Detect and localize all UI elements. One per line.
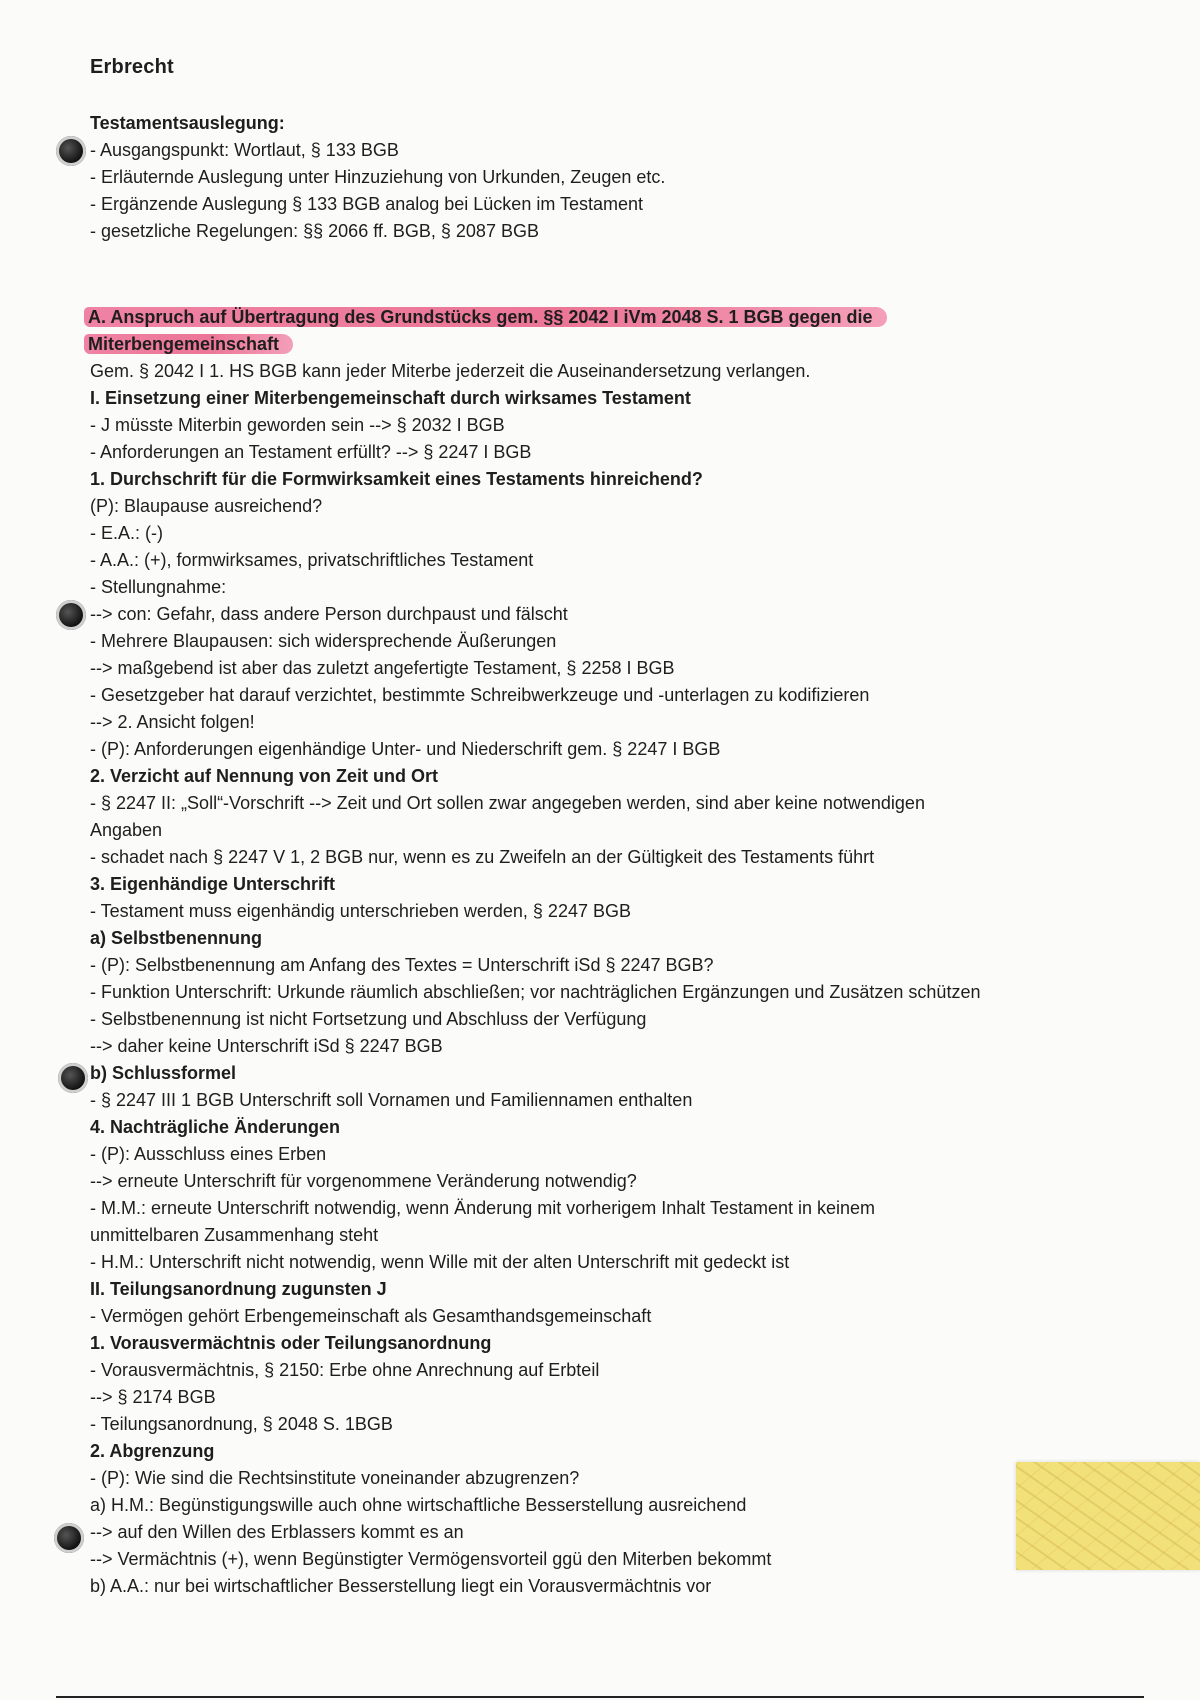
text-line: --> con: Gefahr, dass andere Person durchpaust und fälscht <box>90 604 568 624</box>
claim-body <box>90 358 980 1600</box>
text-line: - § 2247 II: „Soll“-Vorschrift --> Zeit und Ort sollen zwar angegeben werden, sind aber keine notwendigen <box>90 793 925 813</box>
claim-section <box>90 304 980 1600</box>
text-line: - Stellungnahme: <box>90 577 227 597</box>
text-line: - Testament muss eigenhändig unterschrieben werden, § 2247 BGB <box>90 901 631 921</box>
claim-heading-line1: A. Anspruch auf Übertragung des Grundstücks gem. §§ 2042 I iVm 2048 S. 1 BGB gegen die <box>84 307 887 327</box>
text-line: --> Vermächtnis (+), wenn Begünstigter Vermögensvorteil ggü den Miterben bekommt <box>90 1549 772 1569</box>
text-line: - Funktion Unterschrift: Urkunde räumlich abschließen; vor nachträglichen Ergänzungen und Zusätzen schützen <box>90 982 981 1002</box>
claim-heading-line2: Miterbengemeinschaft <box>84 334 293 354</box>
sticky-note <box>1016 1462 1200 1570</box>
interpretation-item: - Erläuternde Auslegung unter Hinzuziehung von Urkunden, Zeugen etc. <box>90 167 666 187</box>
text-line: - § 2247 III 1 BGB Unterschrift soll Vornamen und Familiennamen enthalten <box>90 1090 693 1110</box>
text-line: - J müsste Miterbin geworden sein --> § 2032 I BGB <box>90 415 505 435</box>
text-line: - (P): Wie sind die Rechtsinstitute voneinander abzugrenzen? <box>90 1468 580 1488</box>
section-heading: I. Einsetzung einer Miterbengemeinschaft durch wirksames Testament <box>90 388 691 408</box>
interpretation-section <box>90 110 665 245</box>
text-line: - schadet nach § 2247 V 1, 2 BGB nur, wenn es zu Zweifeln an der Gültigkeit des Testaments führt <box>90 847 875 867</box>
interpretation-item: - gesetzliche Regelungen: §§ 2066 ff. BGB, § 2087 BGB <box>90 221 539 241</box>
text-line: - Vermögen gehört Erbengemeinschaft als Gesamthandsgemeinschaft <box>90 1306 652 1326</box>
bottom-rule <box>56 1696 1144 1698</box>
punch-hole-icon <box>58 1063 88 1093</box>
section-heading: b) Schlussformel <box>90 1063 237 1083</box>
interpretation-item: - Ausgangspunkt: Wortlaut, § 133 BGB <box>90 140 399 160</box>
section-heading: 3. Eigenhändige Unterschrift <box>90 874 336 894</box>
text-line: - E.A.: (-) <box>90 523 163 543</box>
text-line: a) H.M.: Begünstigungswille auch ohne wirtschaftliche Besserstellung ausreichend <box>90 1495 747 1515</box>
text-line: - Selbstbenennung ist nicht Fortsetzung und Abschluss der Verfügung <box>90 1009 647 1029</box>
text-line: Gem. § 2042 I 1. HS BGB kann jeder Miterbe jederzeit die Auseinandersetzung verlangen. <box>90 361 811 381</box>
text-line: Angaben <box>90 820 163 840</box>
section-heading: 1. Vorausvermächtnis oder Teilungsanordnung <box>90 1333 492 1353</box>
text-line: - Vorausvermächtnis, § 2150: Erbe ohne Anrechnung auf Erbteil <box>90 1360 600 1380</box>
punch-hole-icon <box>54 1523 84 1553</box>
interpretation-item: - Ergänzende Auslegung § 133 BGB analog bei Lücken im Testament <box>90 194 644 214</box>
section-heading: 4. Nachträgliche Änderungen <box>90 1117 341 1137</box>
text-line: - Anforderungen an Testament erfüllt? --> § 2247 I BGB <box>90 442 532 462</box>
document-title: Erbrecht <box>90 56 174 78</box>
text-line: - H.M.: Unterschrift nicht notwendig, wenn Wille mit der alten Unterschrift mit gedeckt ist <box>90 1252 790 1272</box>
text-line: --> 2. Ansicht folgen! <box>90 712 255 732</box>
section-heading: II. Teilungsanordnung zugunsten J <box>90 1279 387 1299</box>
text-line: - M.M.: erneute Unterschrift notwendig, wenn Änderung mit vorherigem Inhalt Testament in keinem <box>90 1198 876 1218</box>
text-line: - (P): Ausschluss eines Erben <box>90 1144 327 1164</box>
text-line: unmittelbaren Zusammenhang steht <box>90 1225 379 1245</box>
text-line: b) A.A.: nur bei wirtschaftlicher Besserstellung liegt ein Vorausvermächtnis vor <box>90 1576 712 1596</box>
claim-heading <box>90 304 980 331</box>
text-line: - (P): Selbstbenennung am Anfang des Textes = Unterschrift iSd § 2247 BGB? <box>90 955 714 975</box>
text-line: --> auf den Willen des Erblassers kommt es an <box>90 1522 464 1542</box>
interpretation-heading: Testamentsauslegung: <box>90 113 285 133</box>
text-line: (P): Blaupause ausreichend? <box>90 496 323 516</box>
text-line: --> maßgebend ist aber das zuletzt angefertigte Testament, § 2258 I BGB <box>90 658 675 678</box>
text-line: --> § 2174 BGB <box>90 1387 216 1407</box>
section-heading: 2. Abgrenzung <box>90 1441 215 1461</box>
text-line: - Gesetzgeber hat darauf verzichtet, bestimmte Schreibwerkzeuge und -unterlagen zu kodifizieren <box>90 685 870 705</box>
text-line: --> daher keine Unterschrift iSd § 2247 BGB <box>90 1036 443 1056</box>
text-line: - Mehrere Blaupausen: sich widersprechende Äußerungen <box>90 631 557 651</box>
section-heading: a) Selbstbenennung <box>90 928 263 948</box>
text-line: - Teilungsanordnung, § 2048 S. 1BGB <box>90 1414 393 1434</box>
text-line: - A.A.: (+), formwirksames, privatschriftliches Testament <box>90 550 534 570</box>
text-line: - (P): Anforderungen eigenhändige Unter- und Niederschrift gem. § 2247 I BGB <box>90 739 721 759</box>
claim-heading-cont <box>90 331 980 358</box>
section-heading: 2. Verzicht auf Nennung von Zeit und Ort <box>90 766 439 786</box>
punch-hole-icon <box>56 600 86 630</box>
text-line: --> erneute Unterschrift für vorgenommene Veränderung notwendig? <box>90 1171 637 1191</box>
punch-hole-icon <box>56 136 86 166</box>
section-heading: 1. Durchschrift für die Formwirksamkeit eines Testaments hinreichend? <box>90 469 703 489</box>
